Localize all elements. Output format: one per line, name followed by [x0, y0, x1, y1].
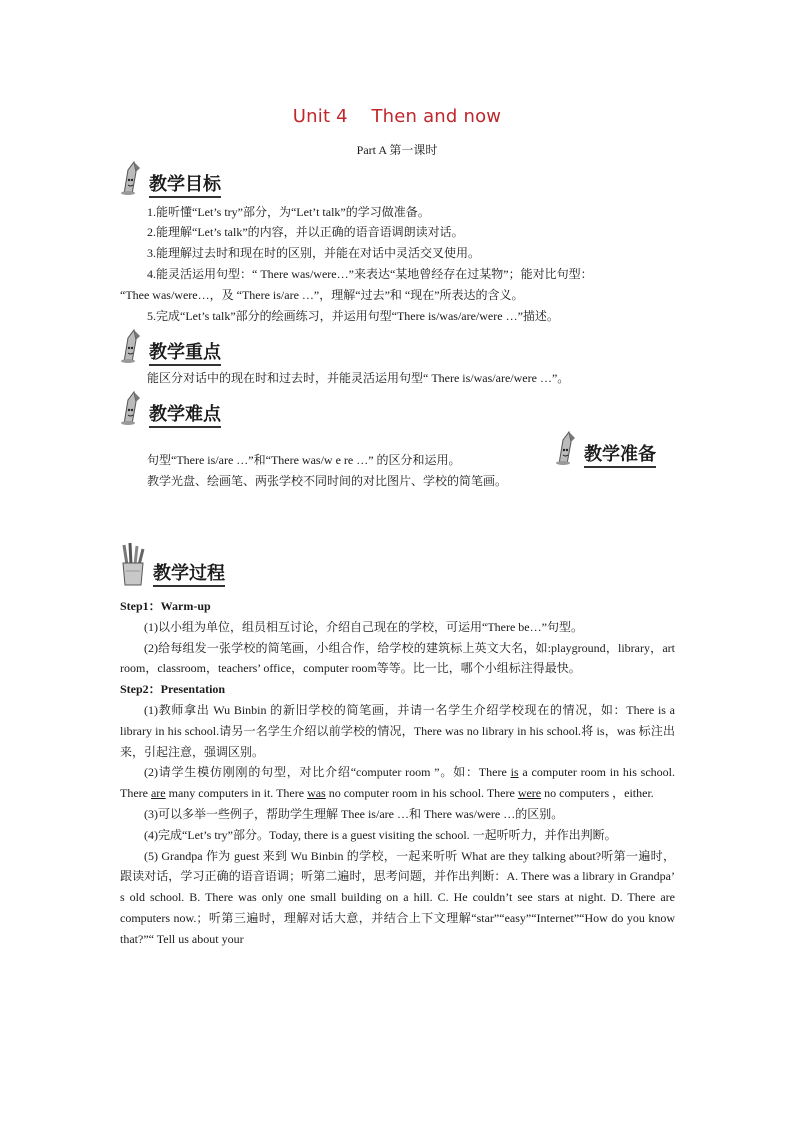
key-points-pencil-icon — [118, 328, 146, 368]
step2-para-2-d: no computer room in his school. There — [325, 786, 518, 801]
underlined-are: are — [150, 786, 166, 801]
lesson-subtitle: Part A 第一课时 — [356, 143, 438, 157]
step2-para-1: (1)教师拿出 Wu Binbin 的新旧学校的简笔画，并请一名学生介绍学校现在的情况，如：There is a library in his school.请另一名学生介绍以前学校的情况，There was no library in his school.将 is，was 标注出来，引起注意，强调区别。 — [120, 702, 675, 759]
underlined-were: were — [517, 786, 542, 801]
process-body — [120, 596, 675, 950]
goals-item-3: 3.能理解过去时和现在时的区别，并能在对话中灵活交叉使用。 — [147, 246, 481, 260]
difficulties-heading: 教学难点 — [149, 400, 221, 428]
step2-para-2 — [120, 762, 675, 804]
step2-para-5: (5) Grandpa 作为 guest 来到 Wu Binbin 的学校，一起来听听 What are they talking about?听第一遍时，跟读对话，学习正确的语音语调；听第二遍时，思考问题，并作出判断：A. There was a library in Grandpa’ s old school. B. There was only one small building on a hill. C. He couldn’t see stars at night. D. There are computers now.；听第三遍时，理解对话大意，并结合上下文理解“star”“easy”“Internet”“How do you know that?”“ Tell us about your — [120, 848, 675, 946]
step2-para-2-b: a computer room in his school. There — [120, 765, 675, 801]
key-points-heading: 教学重点 — [149, 338, 221, 366]
page-title: Unit 4 Then and now — [292, 106, 502, 127]
step2-para-3: (3)可以多举一些例子，帮助学生理解 Thee is/are …和 There was/were …的区别。 — [144, 806, 564, 821]
difficulties-text: 句型“There is/are …”和“There was/w e re …” 的区分和运用。 — [147, 453, 461, 467]
process-pencil-cup-icon — [118, 543, 148, 591]
step2-title: Step2：Presentation — [120, 682, 226, 697]
goals-item-4: 4.能灵活运用句型：“ There was/were…”来表达“某地曾经存在过某物”；能对比句型： — [147, 267, 593, 281]
preparation-heading: 教学准备 — [584, 440, 656, 468]
difficulties-pencil-icon — [118, 390, 146, 430]
underlined-is: is — [510, 765, 519, 780]
goals-heading: 教学目标 — [149, 170, 221, 198]
step2-para-4: (4)完成“Let’s try”部分。Today, there is a guest visiting the school. 一起听听力，并作出判断。 — [144, 827, 617, 842]
process-heading: 教学过程 — [153, 559, 225, 587]
preparation-text: 教学光盘、绘画笔、两张学校不同时间的对比图片、学校的简笔画。 — [147, 474, 508, 488]
key-points-text: 能区分对话中的现在时和过去时，并能灵活运用句型“ There is/was/are/were …”。 — [147, 371, 570, 385]
underlined-was: was — [307, 786, 326, 801]
goals-item-5: 5.完成“Let’s talk”部分的绘画练习，并运用句型“There is/was/are/were …”描述。 — [147, 309, 559, 323]
step1-para-2: (2)给每组发一张学校的简笔画，小组合作，给学校的建筑标上英文大名，如:playground，library，art room，classroom，teachers’ office，computer room等等。比一比，哪个小组标注得最快。 — [120, 640, 675, 676]
goals-pencil-icon — [118, 160, 146, 200]
step1-para-1: (1)以小组为单位，组员相互讨论，介绍自己现在的学校，可运用“There be…”句型。 — [144, 619, 583, 634]
goals-item-2: 2.能理解“Let’s talk”的内容，并以正确的语音语调朗读对话。 — [147, 225, 464, 239]
preparation-pencil-icon — [553, 430, 581, 470]
goals-item-4-cont: “Thee was/were…，及 “There is/are …”，理解“过去”和 “现在”所表达的含义。 — [120, 288, 524, 302]
step1-title: Step1：Warm-up — [120, 599, 211, 613]
step2-para-2-c: many computers in it. There — [165, 786, 308, 801]
step2-para-2-e: no computers ，either. — [541, 786, 654, 801]
step2-para-2-a: (2)请学生模仿刚刚的句型，对比介绍“computer room ”。如：There — [144, 765, 511, 780]
goals-item-1: 1.能听懂“Let’s try”部分，为“Let’t talk”的学习做准备。 — [147, 205, 430, 219]
